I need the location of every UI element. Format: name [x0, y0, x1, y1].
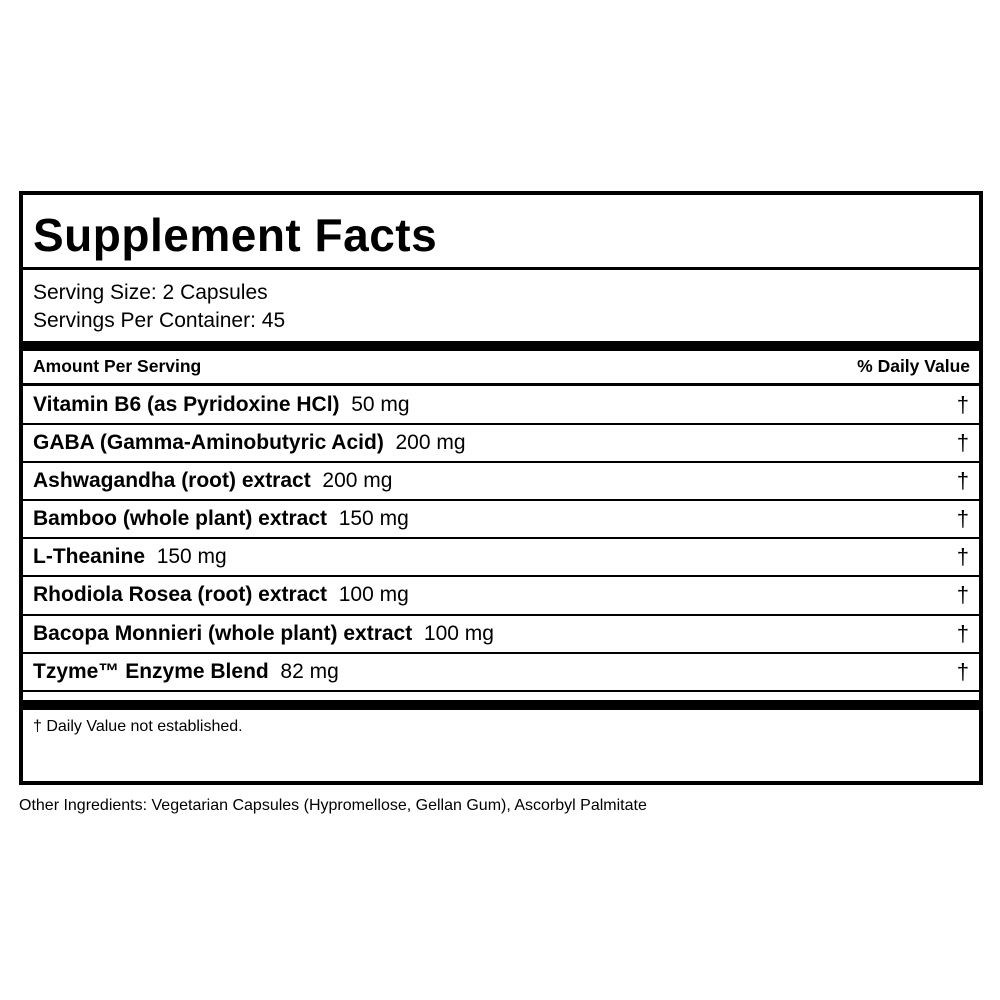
nutrient-name: L-Theanine	[33, 545, 146, 568]
table-header-row	[23, 352, 979, 382]
other-ingredients: Other Ingredients: Vegetarian Capsules (Hypromellose, Gellan Gum), Ascorbyl Palmitate	[19, 797, 647, 814]
nutrient-name: Bamboo (whole plant) extract	[33, 507, 328, 530]
nutrient-daily-value: †	[956, 621, 969, 646]
nutrient-amount: 100 mg	[423, 622, 494, 645]
serving-size: Serving Size: 2 Capsules	[33, 281, 268, 304]
nutrient-label	[33, 621, 494, 647]
nutrient-name: GABA (Gamma-Aminobutyric Acid)	[33, 431, 384, 454]
nutrient-amount: 150 mg	[338, 507, 409, 530]
nutrient-amount: 50 mg	[351, 393, 410, 416]
nutrient-name: Vitamin B6 (as Pyridoxine HCl)	[33, 393, 340, 416]
nutrient-daily-value: †	[956, 468, 969, 493]
nutrient-label	[33, 468, 392, 494]
nutrient-label	[33, 544, 227, 570]
nutrient-amount: 200 mg	[395, 431, 466, 454]
nutrient-name: Tzyme™ Enzyme Blend	[33, 660, 269, 683]
title-divider	[23, 267, 979, 270]
nutrient-name: Ashwagandha (root) extract	[33, 469, 311, 492]
nutrient-amount: 100 mg	[338, 583, 409, 606]
nutrient-row	[23, 538, 979, 576]
nutrient-row	[23, 653, 979, 691]
nutrient-daily-value: †	[956, 659, 969, 684]
nutrient-amount: 150 mg	[156, 545, 227, 568]
nutrient-label	[33, 582, 409, 608]
amount-per-serving-header: Amount Per Serving	[33, 356, 202, 376]
daily-value-header: % Daily Value	[857, 356, 970, 376]
nutrient-daily-value: †	[956, 506, 969, 531]
nutrient-row	[23, 576, 979, 614]
nutrient-daily-value: †	[956, 392, 969, 417]
nutrient-name: Bacopa Monnieri (whole plant) extract	[33, 622, 413, 645]
servings-per-container: Servings Per Container: 45	[33, 309, 286, 332]
supplement-facts-panel	[19, 191, 983, 785]
nutrient-label	[33, 659, 339, 685]
nutrient-row	[23, 462, 979, 500]
daily-value-footnote: † Daily Value not established.	[33, 718, 243, 735]
thick-divider-bottom	[23, 700, 979, 710]
nutrient-label	[33, 392, 410, 418]
nutrient-daily-value: †	[956, 582, 969, 607]
nutrient-daily-value: †	[956, 430, 969, 455]
nutrient-row	[23, 386, 979, 424]
nutrient-row	[23, 615, 979, 653]
nutrient-row	[23, 424, 979, 462]
nutrient-name: Rhodiola Rosea (root) extract	[33, 583, 328, 606]
nutrient-row	[23, 500, 979, 538]
thick-divider-top	[23, 341, 979, 351]
panel-title: Supplement Facts	[33, 209, 438, 261]
nutrient-amount: 82 mg	[280, 660, 339, 683]
nutrient-label	[33, 506, 409, 532]
nutrient-daily-value: †	[956, 544, 969, 569]
nutrient-amount: 200 mg	[322, 469, 393, 492]
row-divider	[23, 690, 979, 692]
nutrient-label	[33, 430, 466, 456]
